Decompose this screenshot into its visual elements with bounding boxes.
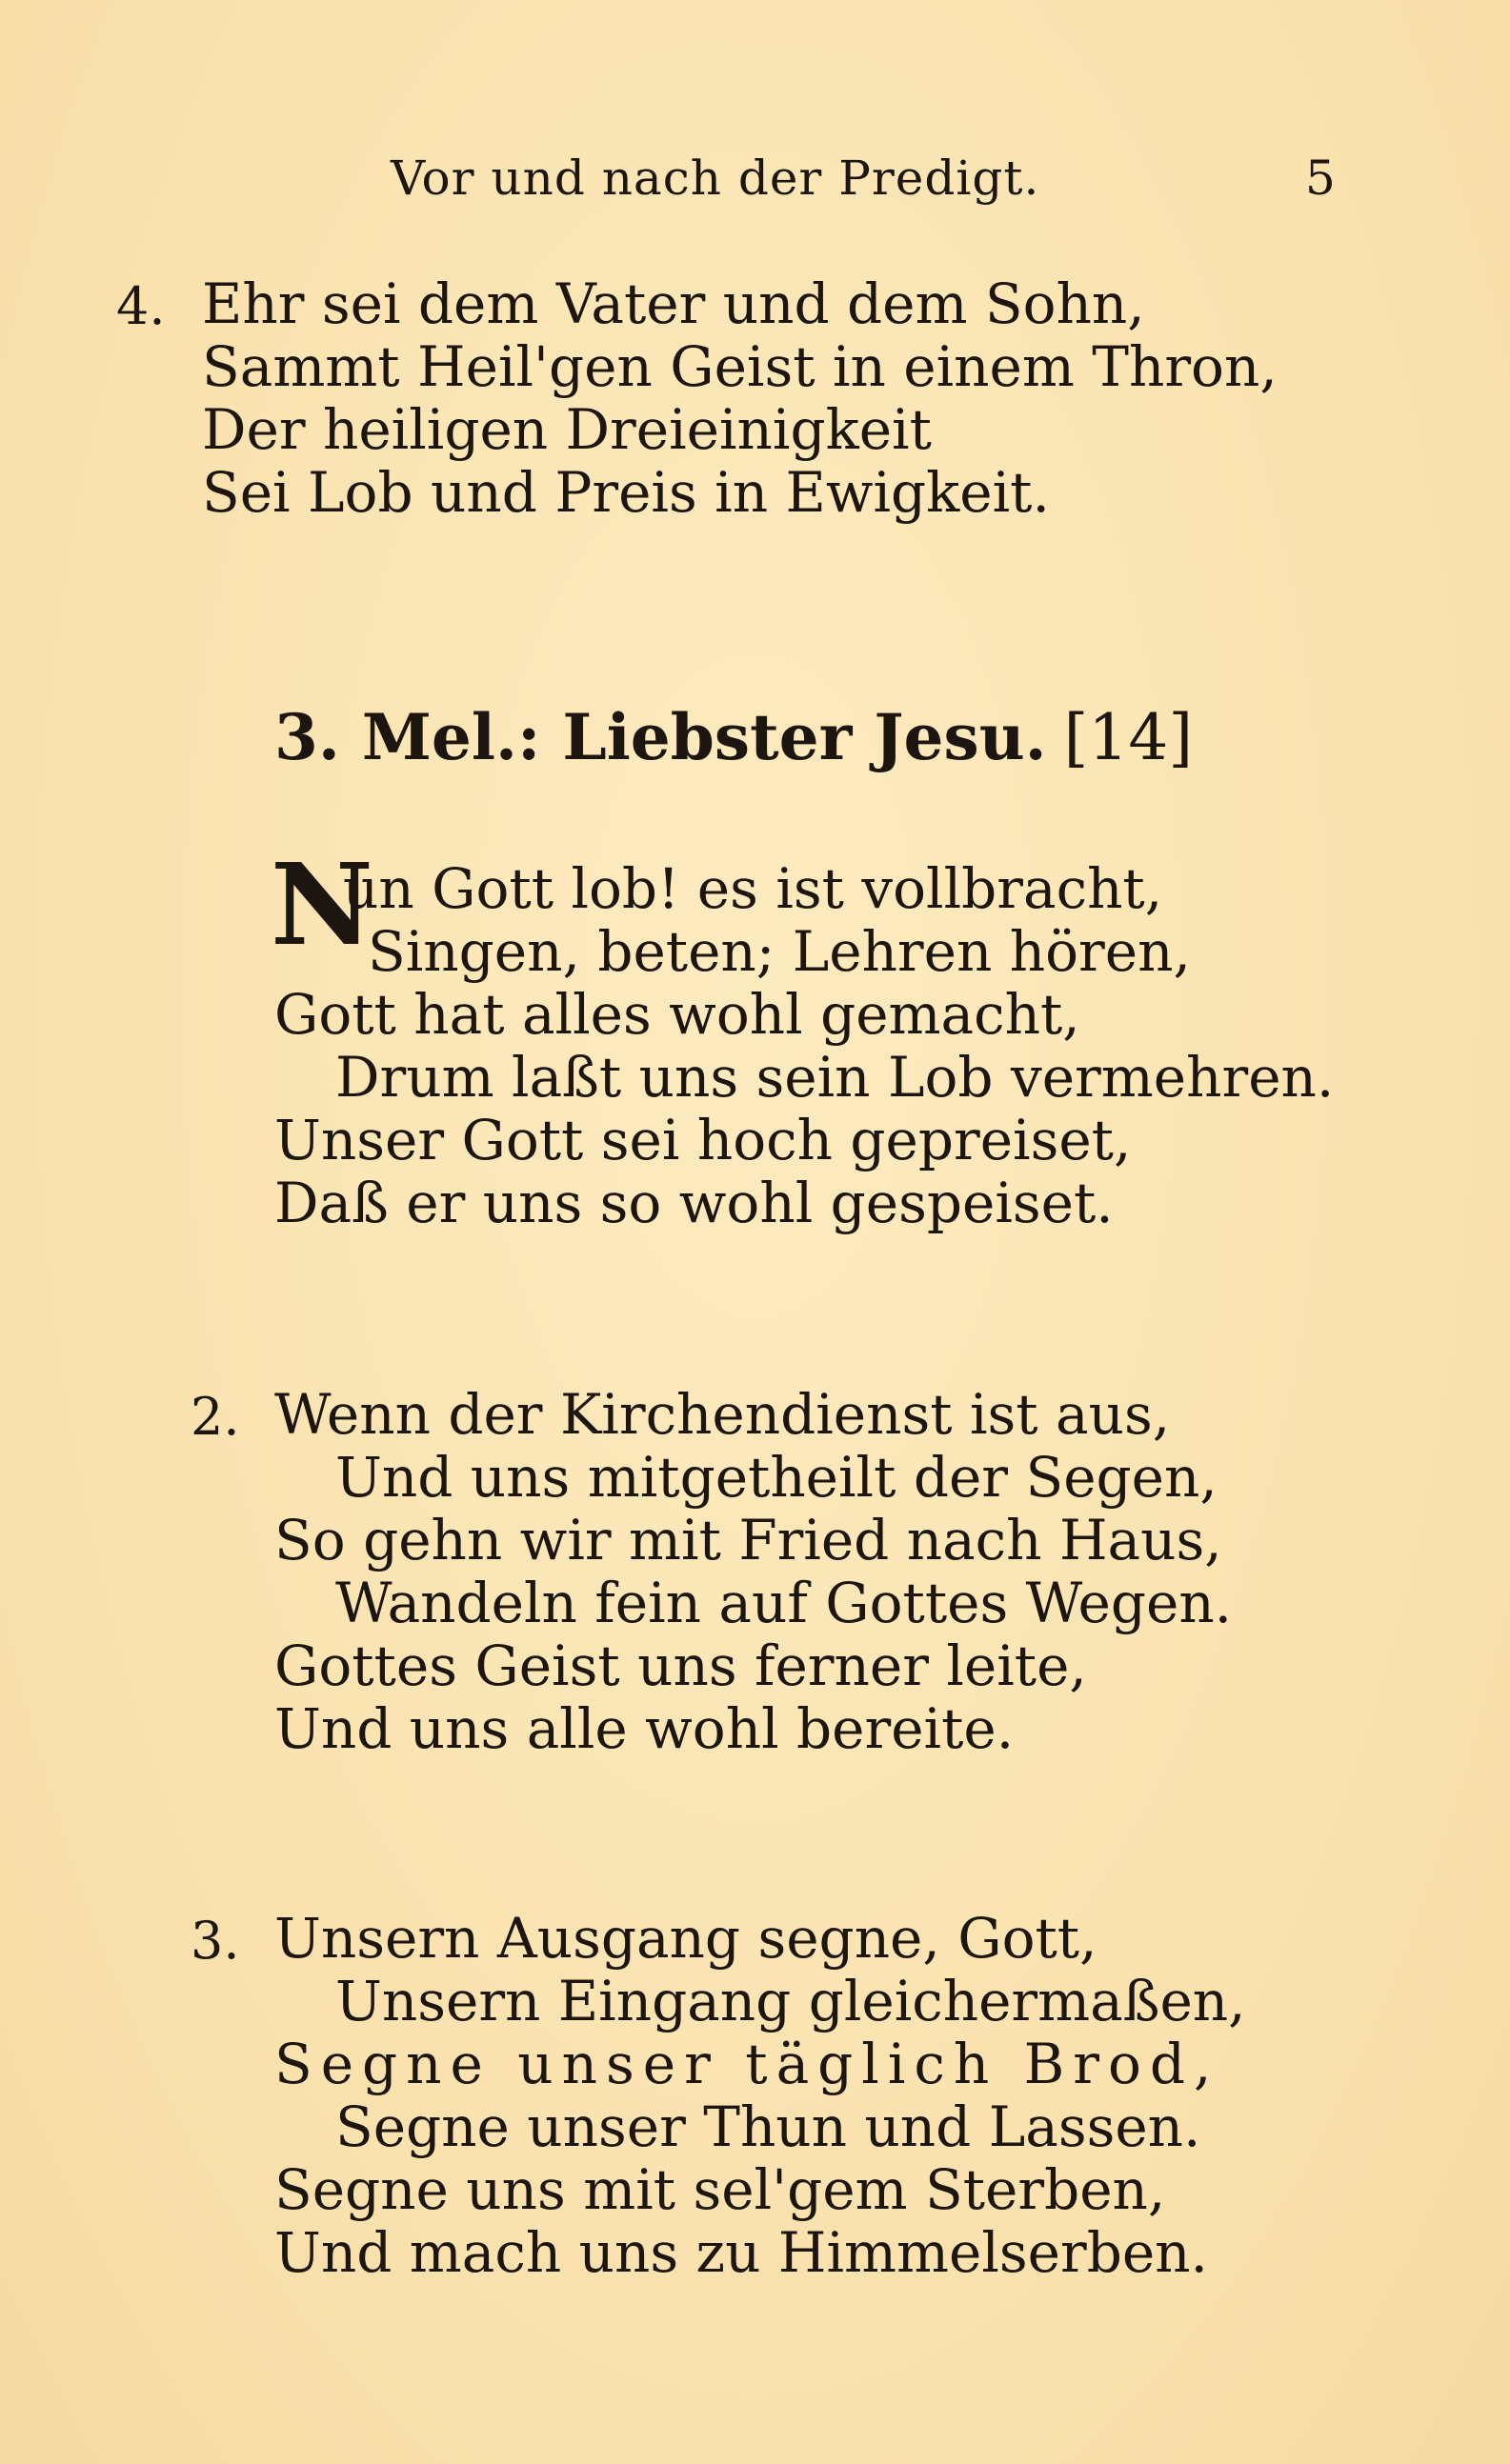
verse-line: Drum laßt uns sein Lob vermehren. <box>335 1045 1335 1110</box>
verse-line: Ehr sei dem Vater und dem Sohn, <box>202 271 1145 336</box>
hymn-title-text: 3. Mel.: Liebster Jesu. <box>274 700 1047 774</box>
verse-line: Sei Lob und Preis in Ewigkeit. <box>202 460 1050 525</box>
page-number: 5 <box>1305 150 1336 206</box>
verse-line: un Gott lob! es ist vollbracht, <box>343 856 1163 921</box>
verse-number: 2. <box>191 1387 240 1447</box>
verse-line: Und uns alle wohl bereite. <box>274 1696 1015 1761</box>
verse-line: Der heiligen Dreieinigkeit <box>202 397 932 462</box>
verse-number: 4. <box>116 276 166 336</box>
verse-line: Segne unser täglich Brod, <box>274 2032 1220 2096</box>
verse-line: Unser Gott sei hoch gepreiset, <box>274 1108 1132 1172</box>
verse-line: Wandeln fein auf Gottes Wegen. <box>335 1571 1233 1635</box>
verse-line: Segne uns mit sel'gem Sterben, <box>274 2157 1166 2222</box>
hymn-reference: [14] <box>1063 701 1194 774</box>
verse-number: 3. <box>191 1911 240 1971</box>
verse-line: Singen, beten; Lehren hören, <box>368 919 1191 984</box>
verse-line: So gehn wir mit Fried nach Haus, <box>274 1508 1222 1573</box>
hymn-title <box>274 700 1193 774</box>
verse-line: Segne unser Thun und Lassen. <box>335 2094 1201 2159</box>
drop-cap: N <box>271 838 373 971</box>
verse-line: Daß er uns so wohl gespeiset. <box>274 1171 1114 1235</box>
verse-line: Unsern Ausgang segne, Gott, <box>274 1906 1097 1971</box>
verse-line: Gott hat alles wohl gemacht, <box>274 982 1080 1047</box>
verse-line: Wenn der Kirchendienst ist aus, <box>274 1382 1171 1447</box>
verse-line: Sammt Heil'gen Geist in einem Thron, <box>202 334 1278 399</box>
verse-line: Und mach uns zu Himmelserben. <box>274 2220 1208 2285</box>
running-title: Vor und nach der Predigt. <box>391 150 1040 206</box>
verse-line: Gottes Geist uns ferner leite, <box>274 1633 1087 1698</box>
verse-line: Unsern Eingang gleichermaßen, <box>335 1969 1246 2033</box>
verse-line: Und uns mitgetheilt der Segen, <box>335 1445 1218 1510</box>
